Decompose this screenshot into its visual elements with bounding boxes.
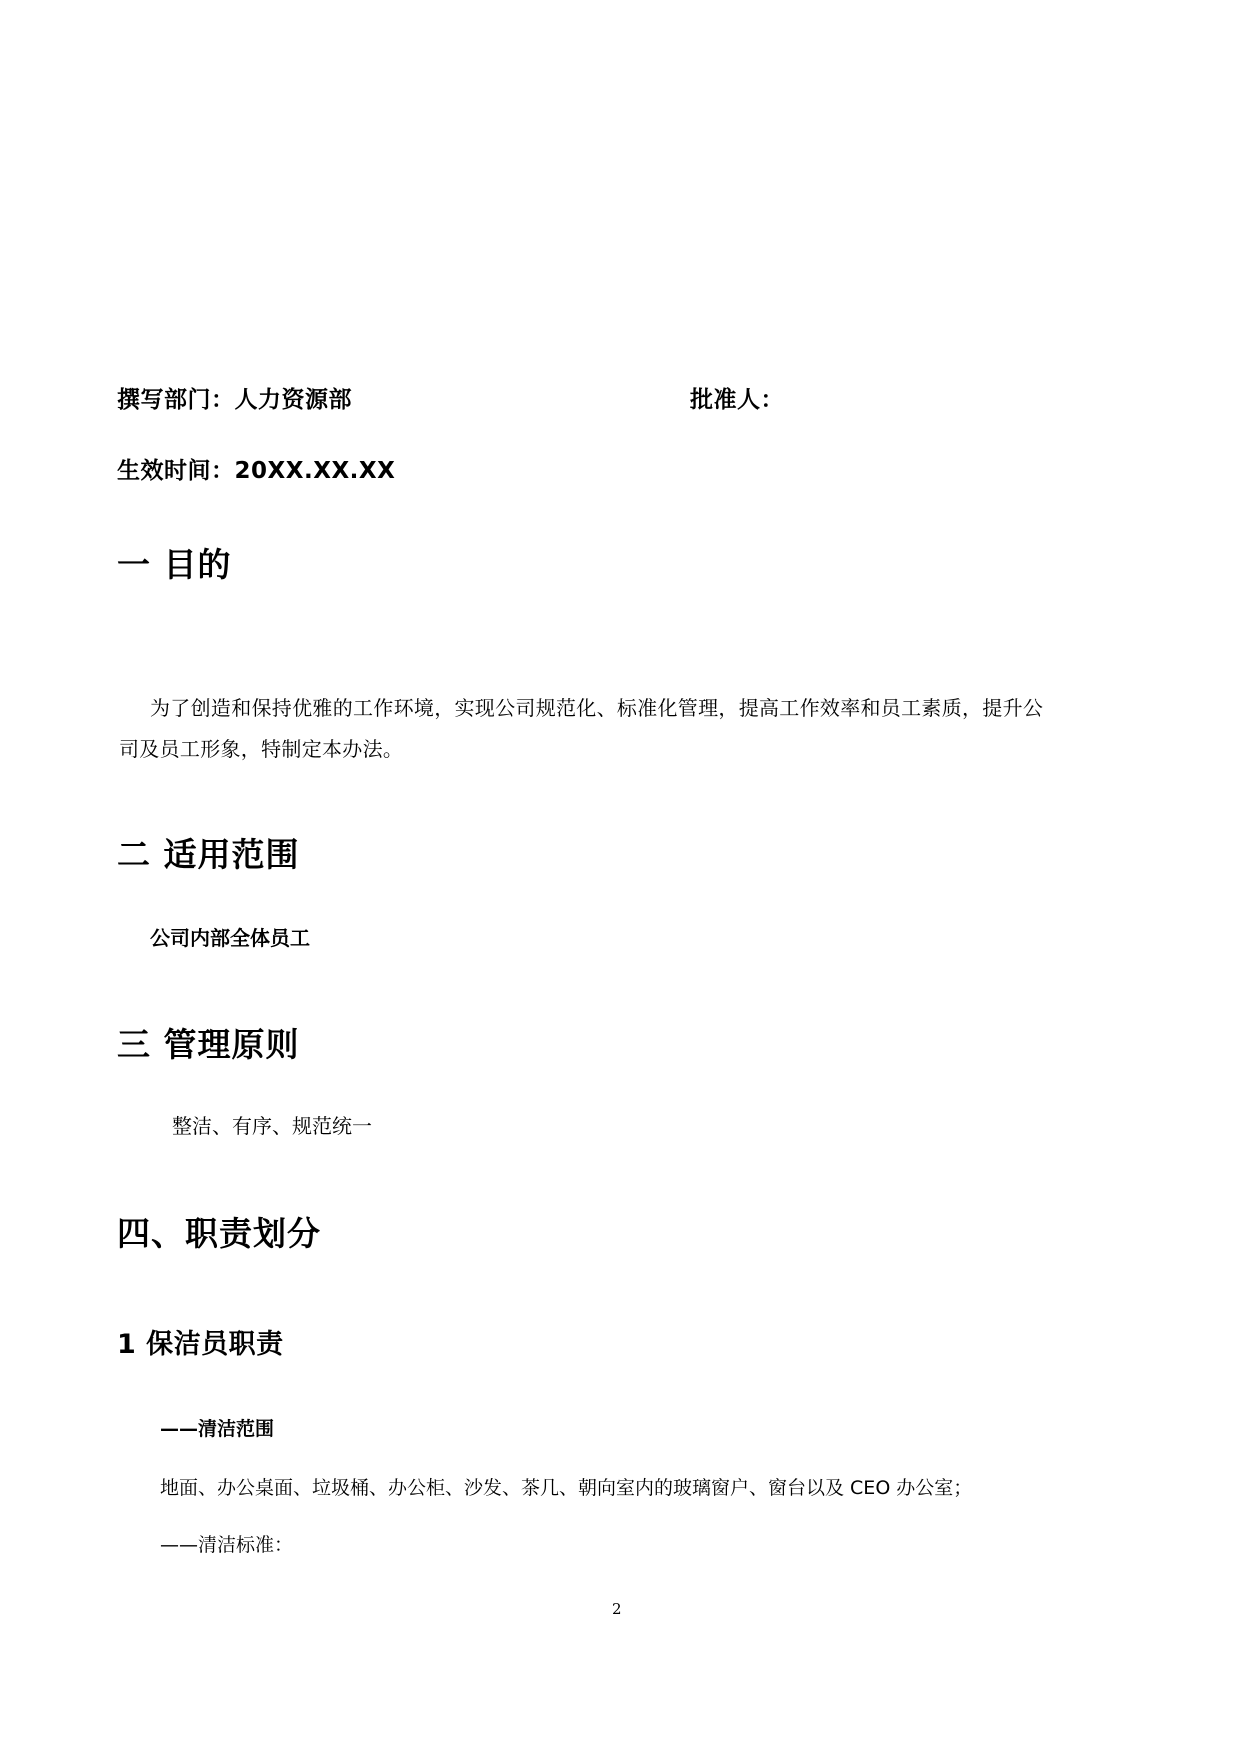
principles-text: 整洁、有序、规范统一 bbox=[172, 1114, 372, 1138]
purpose-paragraph-line-1: 为了创造和保持优雅的工作环境，实现公司规范化、标准化管理，提高工作效率和员工素质，提升公 bbox=[150, 696, 1044, 720]
department-label: 撰写部门：人力资源部 bbox=[117, 387, 352, 413]
cleaning-scope-label: ——清洁范围 bbox=[160, 1418, 275, 1440]
section-duties-heading: 四、职责划分 bbox=[117, 1214, 321, 1253]
scope-text: 公司内部全体员工 bbox=[150, 926, 310, 950]
section-principles-heading: 三 管理原则 bbox=[117, 1025, 300, 1064]
cleaner-duties-heading: 1 保洁员职责 bbox=[117, 1329, 284, 1360]
section-scope-heading: 二 适用范围 bbox=[117, 835, 300, 874]
cleaning-scope-text: 地面、办公桌面、垃圾桶、办公柜、沙发、茶几、朝向室内的玻璃窗户、窗台以及 CEO 办公室； bbox=[160, 1477, 973, 1499]
cleaning-standard-label: ——清洁标准： bbox=[160, 1534, 294, 1556]
page-number: 2 bbox=[612, 1600, 622, 1618]
effective-date-label: 生效时间：20XX.XX.XX bbox=[117, 458, 396, 484]
purpose-paragraph-line-2: 司及员工形象，特制定本办法。 bbox=[119, 737, 404, 761]
approver-label: 批准人： bbox=[690, 387, 784, 413]
section-purpose-heading: 一 目的 bbox=[117, 545, 232, 584]
